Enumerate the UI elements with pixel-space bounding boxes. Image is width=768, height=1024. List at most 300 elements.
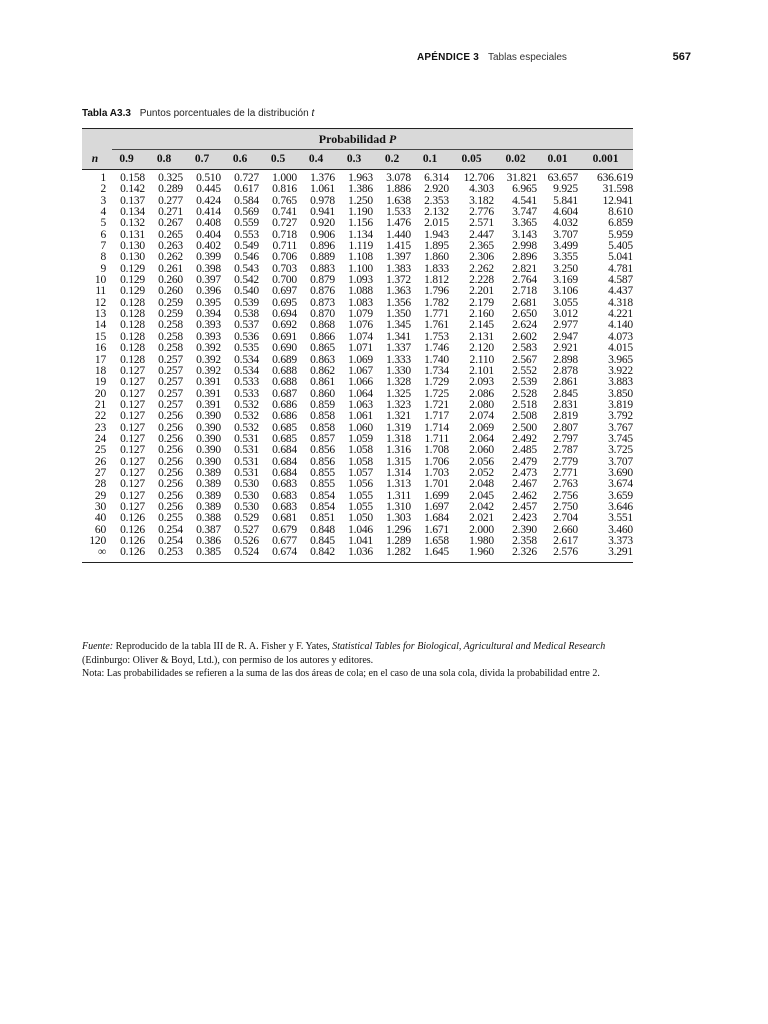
t-value-cell: 0.879 bbox=[310, 274, 335, 287]
t-value-cell: 12.941 bbox=[602, 194, 633, 207]
t-value-cell: 2.101 bbox=[469, 364, 494, 377]
t-value-cell: 0.260 bbox=[158, 285, 183, 298]
column-header-probability: 0.05 bbox=[461, 153, 482, 165]
t-value-cell: 1.376 bbox=[310, 172, 335, 184]
t-value-cell: 2.423 bbox=[512, 512, 537, 525]
t-value-cell: 0.538 bbox=[234, 308, 259, 321]
t-value-cell: 2.179 bbox=[469, 296, 494, 309]
t-value-cell: 0.129 bbox=[120, 274, 145, 287]
t-value-cell: 2.831 bbox=[553, 398, 578, 411]
degrees-of-freedom-cell: 21 bbox=[94, 398, 106, 411]
t-value-cell: 0.256 bbox=[158, 500, 183, 513]
t-value-cell: 0.856 bbox=[310, 444, 335, 457]
t-value-cell: 0.686 bbox=[272, 410, 297, 423]
t-value-cell: 8.610 bbox=[608, 206, 633, 219]
t-value-cell: 1.315 bbox=[386, 455, 411, 468]
probability-header-variable: P bbox=[388, 132, 397, 146]
t-value-cell: 1.311 bbox=[386, 489, 411, 502]
t-value-cell: 0.685 bbox=[272, 421, 297, 434]
t-value-cell: 0.920 bbox=[310, 217, 335, 230]
t-value-cell: 63.657 bbox=[547, 172, 578, 184]
t-value-cell: 1.721 bbox=[424, 398, 449, 411]
t-value-cell: 3.965 bbox=[608, 353, 633, 366]
degrees-of-freedom-cell: 29 bbox=[94, 489, 106, 502]
table-notes bbox=[82, 640, 642, 681]
t-value-cell: 1.697 bbox=[424, 500, 449, 513]
t-value-cell: 1.782 bbox=[424, 296, 449, 309]
t-value-cell: 0.868 bbox=[310, 319, 335, 332]
source-note bbox=[82, 640, 642, 667]
degrees-of-freedom-cell: 26 bbox=[94, 455, 106, 468]
t-value-cell: 0.870 bbox=[310, 308, 335, 321]
t-value-cell: 2.358 bbox=[512, 535, 537, 547]
degrees-of-freedom-cell: 9 bbox=[100, 262, 106, 275]
t-value-cell: 5.405 bbox=[608, 240, 633, 253]
t-value-cell: 2.571 bbox=[469, 217, 494, 230]
column-header-probability: 0.8 bbox=[156, 153, 172, 165]
t-value-cell: 0.258 bbox=[158, 330, 183, 343]
t-value-cell: 0.158 bbox=[120, 172, 145, 184]
t-value-cell: 0.389 bbox=[196, 500, 221, 513]
degrees-of-freedom-cell: 10 bbox=[94, 274, 106, 287]
table-row bbox=[82, 170, 633, 184]
t-value-cell: 2.447 bbox=[469, 228, 494, 241]
probability-group-header bbox=[82, 129, 633, 149]
t-value-cell: 0.854 bbox=[310, 489, 335, 502]
t-value-cell: 0.858 bbox=[310, 421, 335, 434]
t-value-cell: 4.437 bbox=[608, 285, 633, 298]
t-value-cell: 0.689 bbox=[272, 353, 297, 366]
t-value-cell: 2.807 bbox=[553, 421, 578, 434]
t-value-cell: 0.529 bbox=[234, 512, 259, 525]
table-row bbox=[82, 377, 633, 388]
t-value-cell: 0.127 bbox=[120, 376, 145, 389]
t-value-cell: 0.537 bbox=[234, 319, 259, 332]
t-value-cell: 0.865 bbox=[310, 342, 335, 355]
t-value-cell: 0.126 bbox=[120, 512, 145, 525]
t-value-cell: 3.659 bbox=[608, 489, 633, 502]
t-value-cell: 0.127 bbox=[120, 398, 145, 411]
t-value-cell: 3.055 bbox=[553, 296, 578, 309]
t-value-cell: 0.677 bbox=[272, 535, 297, 547]
column-header-probability: 0.1 bbox=[422, 153, 438, 165]
degrees-of-freedom-cell: 7 bbox=[100, 240, 106, 253]
t-value-cell: 0.857 bbox=[310, 432, 335, 445]
t-value-cell: 1.963 bbox=[348, 172, 373, 184]
t-value-cell: 0.388 bbox=[196, 512, 221, 525]
t-value-cell: 1.980 bbox=[469, 535, 494, 547]
t-value-cell: 2.048 bbox=[469, 478, 494, 491]
degrees-of-freedom-cell: 20 bbox=[94, 387, 106, 400]
t-value-cell: 1.093 bbox=[348, 274, 373, 287]
table-title-variable: t bbox=[311, 108, 315, 119]
t-value-cell: 0.392 bbox=[196, 353, 221, 366]
t-value-cell: 1.134 bbox=[348, 228, 373, 241]
appendix-title: Tablas especiales bbox=[488, 52, 567, 63]
t-value-cell: 0.543 bbox=[234, 262, 259, 275]
t-value-cell: 1.046 bbox=[348, 523, 373, 536]
t-value-cell: 1.960 bbox=[469, 546, 494, 559]
t-value-cell: 0.128 bbox=[120, 330, 145, 343]
t-value-cell: 6.859 bbox=[608, 217, 633, 230]
t-value-cell: 0.277 bbox=[158, 194, 183, 207]
t-value-cell: 2.539 bbox=[512, 376, 537, 389]
page-number: 567 bbox=[672, 51, 691, 63]
degrees-of-freedom-cell: 30 bbox=[94, 500, 106, 513]
column-header-probability: 0.7 bbox=[194, 153, 210, 165]
t-value-cell: 2.779 bbox=[553, 455, 578, 468]
t-value-cell: 1.771 bbox=[424, 308, 449, 321]
running-head bbox=[0, 52, 768, 66]
t-value-cell: 2.145 bbox=[469, 319, 494, 332]
t-value-cell: 3.012 bbox=[553, 308, 578, 321]
t-value-cell: 1.282 bbox=[386, 546, 411, 559]
t-value-cell: 1.796 bbox=[424, 285, 449, 298]
degrees-of-freedom-cell: 120 bbox=[89, 535, 106, 547]
t-value-cell: 0.540 bbox=[234, 285, 259, 298]
t-value-cell: 0.533 bbox=[234, 387, 259, 400]
t-value-cell: 2.074 bbox=[469, 410, 494, 423]
table-title: Puntos porcentuales de la distribución bbox=[139, 108, 309, 119]
t-value-cell: 0.530 bbox=[234, 478, 259, 491]
t-value-cell: 1.250 bbox=[348, 194, 373, 207]
t-value-cell: 0.542 bbox=[234, 274, 259, 287]
t-value-cell: 0.941 bbox=[310, 206, 335, 219]
degrees-of-freedom-cell: 28 bbox=[94, 478, 106, 491]
t-value-cell: 2.602 bbox=[512, 330, 537, 343]
t-value-cell: 0.127 bbox=[120, 489, 145, 502]
t-value-cell: 0.862 bbox=[310, 364, 335, 377]
column-header-probability: 0.5 bbox=[270, 153, 286, 165]
t-value-cell: 3.707 bbox=[608, 455, 633, 468]
t-value-cell: 2.776 bbox=[469, 206, 494, 219]
t-value-cell: 2.485 bbox=[512, 444, 537, 457]
t-value-cell: 2.479 bbox=[512, 455, 537, 468]
t-value-cell: 12.706 bbox=[463, 172, 494, 184]
degrees-of-freedom-cell: 12 bbox=[94, 296, 106, 309]
t-value-cell: 1.341 bbox=[386, 330, 411, 343]
t-value-cell: 2.326 bbox=[512, 546, 537, 559]
t-value-cell: 0.385 bbox=[196, 546, 221, 559]
t-value-cell: 0.262 bbox=[158, 251, 183, 264]
t-value-cell: 1.708 bbox=[424, 444, 449, 457]
t-value-cell: 0.855 bbox=[310, 466, 335, 479]
t-value-cell: 0.706 bbox=[272, 251, 297, 264]
t-value-cell: 0.325 bbox=[158, 172, 183, 184]
t-value-cell: 0.863 bbox=[310, 353, 335, 366]
t-value-cell: 0.390 bbox=[196, 410, 221, 423]
t-value-cell: 1.833 bbox=[424, 262, 449, 275]
t-value-cell: 1.058 bbox=[348, 455, 373, 468]
degrees-of-freedom-cell: 27 bbox=[94, 466, 106, 479]
degrees-of-freedom-cell: 18 bbox=[94, 364, 106, 377]
t-value-cell: 3.551 bbox=[608, 512, 633, 525]
t-value-cell: 2.467 bbox=[512, 478, 537, 491]
t-value-cell: 2.353 bbox=[424, 194, 449, 207]
t-value-cell: 1.067 bbox=[348, 364, 373, 377]
t-value-cell: 0.692 bbox=[272, 319, 297, 332]
column-header-probability: 0.02 bbox=[505, 153, 526, 165]
t-value-cell: 1.041 bbox=[348, 535, 373, 547]
degrees-of-freedom-cell: 19 bbox=[94, 376, 106, 389]
t-value-cell: 2.861 bbox=[553, 376, 578, 389]
t-value-cell: 2.718 bbox=[512, 285, 537, 298]
t-value-cell: 636.619 bbox=[597, 172, 633, 184]
t-value-cell: 6.965 bbox=[512, 183, 537, 196]
t-value-cell: 2.021 bbox=[469, 512, 494, 525]
t-value-cell: 1.415 bbox=[386, 240, 411, 253]
t-value-cell: 0.128 bbox=[120, 296, 145, 309]
t-value-cell: 3.169 bbox=[553, 274, 578, 287]
t-value-cell: 0.683 bbox=[272, 489, 297, 502]
t-value-cell: 1.812 bbox=[424, 274, 449, 287]
t-value-cell: 0.142 bbox=[120, 183, 145, 196]
t-value-cell: 0.531 bbox=[234, 466, 259, 479]
t-value-cell: 0.127 bbox=[120, 478, 145, 491]
table-bottom-rule bbox=[82, 562, 633, 563]
t-value-cell: 1.289 bbox=[386, 535, 411, 547]
t-value-cell: 2.920 bbox=[424, 183, 449, 196]
t-value-cell: 0.851 bbox=[310, 512, 335, 525]
t-value-cell: 1.318 bbox=[386, 432, 411, 445]
t-value-cell: 1.706 bbox=[424, 455, 449, 468]
t-value-cell: 2.365 bbox=[469, 240, 494, 253]
t-value-cell: 0.530 bbox=[234, 500, 259, 513]
t-value-cell: 0.683 bbox=[272, 500, 297, 513]
t-value-cell: 0.978 bbox=[310, 194, 335, 207]
degrees-of-freedom-cell: 23 bbox=[94, 421, 106, 434]
t-value-cell: 3.690 bbox=[608, 466, 633, 479]
t-value-cell: 3.767 bbox=[608, 421, 633, 434]
t-value-cell: 0.703 bbox=[272, 262, 297, 275]
t-value-cell: 2.093 bbox=[469, 376, 494, 389]
t-value-cell: 1.701 bbox=[424, 478, 449, 491]
t-value-cell: 0.533 bbox=[234, 376, 259, 389]
t-value-cell: 1.069 bbox=[348, 353, 373, 366]
t-distribution-table bbox=[82, 128, 633, 563]
probability-note: Nota: Las probabilidades se refieren a la suma de las dos áreas de cola; en el caso de una sola cola, divida la probabilidad entre 2. bbox=[82, 668, 600, 679]
t-value-cell: 0.402 bbox=[196, 240, 221, 253]
t-value-cell: 1.100 bbox=[348, 262, 373, 275]
t-value-cell: 1.000 bbox=[272, 172, 297, 184]
t-value-cell: 0.414 bbox=[196, 206, 221, 219]
t-value-cell: 0.391 bbox=[196, 387, 221, 400]
t-value-cell: 31.598 bbox=[602, 183, 633, 196]
t-value-cell: 3.373 bbox=[608, 535, 633, 547]
t-value-cell: 0.866 bbox=[310, 330, 335, 343]
t-value-cell: 0.257 bbox=[158, 387, 183, 400]
t-value-cell: 0.129 bbox=[120, 262, 145, 275]
t-value-cell: 0.854 bbox=[310, 500, 335, 513]
t-value-cell: 2.500 bbox=[512, 421, 537, 434]
degrees-of-freedom-cell: ∞ bbox=[98, 546, 106, 559]
t-value-cell: 0.126 bbox=[120, 546, 145, 559]
t-value-cell: 0.256 bbox=[158, 410, 183, 423]
t-value-cell: 0.390 bbox=[196, 444, 221, 457]
t-value-cell: 0.617 bbox=[234, 183, 259, 196]
t-value-cell: 0.267 bbox=[158, 217, 183, 230]
t-value-cell: 0.694 bbox=[272, 308, 297, 321]
t-value-cell: 2.056 bbox=[469, 455, 494, 468]
t-value-cell: 0.265 bbox=[158, 228, 183, 241]
t-value-cell: 31.821 bbox=[506, 172, 537, 184]
t-value-cell: 2.845 bbox=[553, 387, 578, 400]
t-value-cell: 0.256 bbox=[158, 444, 183, 457]
t-value-cell: 0.127 bbox=[120, 444, 145, 457]
t-value-cell: 3.745 bbox=[608, 432, 633, 445]
t-value-cell: 1.066 bbox=[348, 376, 373, 389]
degrees-of-freedom-cell: 6 bbox=[100, 228, 106, 241]
t-value-cell: 2.797 bbox=[553, 432, 578, 445]
t-value-cell: 0.256 bbox=[158, 478, 183, 491]
t-value-cell: 1.323 bbox=[386, 398, 411, 411]
t-value-cell: 1.108 bbox=[348, 251, 373, 264]
t-value-cell: 2.492 bbox=[512, 432, 537, 445]
t-value-cell: 0.859 bbox=[310, 398, 335, 411]
t-value-cell: 3.850 bbox=[608, 387, 633, 400]
t-value-cell: 2.228 bbox=[469, 274, 494, 287]
table-row bbox=[82, 411, 633, 422]
t-value-cell: 0.424 bbox=[196, 194, 221, 207]
t-value-cell: 0.386 bbox=[196, 535, 221, 547]
t-value-cell: 3.460 bbox=[608, 523, 633, 536]
t-value-cell: 0.389 bbox=[196, 489, 221, 502]
t-value-cell: 0.674 bbox=[272, 546, 297, 559]
t-value-cell: 0.263 bbox=[158, 240, 183, 253]
t-value-cell: 2.819 bbox=[553, 410, 578, 423]
t-value-cell: 2.052 bbox=[469, 466, 494, 479]
t-value-cell: 1.060 bbox=[348, 421, 373, 434]
t-value-cell: 0.546 bbox=[234, 251, 259, 264]
t-value-cell: 2.042 bbox=[469, 500, 494, 513]
t-value-cell: 0.553 bbox=[234, 228, 259, 241]
t-value-cell: 2.650 bbox=[512, 308, 537, 321]
t-value-cell: 5.041 bbox=[608, 251, 633, 264]
t-value-cell: 0.387 bbox=[196, 523, 221, 536]
t-value-cell: 0.531 bbox=[234, 432, 259, 445]
t-value-cell: 0.390 bbox=[196, 455, 221, 468]
t-value-cell: 2.462 bbox=[512, 489, 537, 502]
t-value-cell: 0.765 bbox=[272, 194, 297, 207]
t-value-cell: 1.064 bbox=[348, 387, 373, 400]
t-value-cell: 5.959 bbox=[608, 228, 633, 241]
source-text-1: Reproducido de la tabla III de R. A. Fisher y F. Yates, bbox=[115, 641, 330, 652]
t-value-cell: 0.395 bbox=[196, 296, 221, 309]
degrees-of-freedom-cell: 11 bbox=[95, 285, 106, 298]
t-value-cell: 2.583 bbox=[512, 342, 537, 355]
table-label: Tabla A3.3 bbox=[82, 108, 131, 119]
t-value-cell: 0.127 bbox=[120, 466, 145, 479]
t-value-cell: 0.855 bbox=[310, 478, 335, 491]
t-value-cell: 0.130 bbox=[120, 251, 145, 264]
t-value-cell: 2.069 bbox=[469, 421, 494, 434]
t-value-cell: 0.258 bbox=[158, 342, 183, 355]
t-value-cell: 0.392 bbox=[196, 364, 221, 377]
t-value-cell: 3.291 bbox=[608, 546, 633, 559]
t-value-cell: 1.330 bbox=[386, 364, 411, 377]
t-value-cell: 0.128 bbox=[120, 319, 145, 332]
t-value-cell: 0.858 bbox=[310, 410, 335, 423]
t-value-cell: 1.895 bbox=[424, 240, 449, 253]
t-value-cell: 0.398 bbox=[196, 262, 221, 275]
t-value-cell: 1.729 bbox=[424, 376, 449, 389]
degrees-of-freedom-cell: 15 bbox=[94, 330, 106, 343]
t-value-cell: 2.998 bbox=[512, 240, 537, 253]
t-value-cell: 1.943 bbox=[424, 228, 449, 241]
t-value-cell: 0.257 bbox=[158, 364, 183, 377]
degrees-of-freedom-cell: 24 bbox=[94, 432, 106, 445]
t-value-cell: 0.130 bbox=[120, 240, 145, 253]
t-value-cell: 0.532 bbox=[234, 398, 259, 411]
t-value-cell: 0.681 bbox=[272, 512, 297, 525]
t-value-cell: 1.725 bbox=[424, 387, 449, 400]
t-value-cell: 0.889 bbox=[310, 251, 335, 264]
t-value-cell: 1.303 bbox=[386, 512, 411, 525]
t-value-cell: 1.350 bbox=[386, 308, 411, 321]
t-value-cell: 0.711 bbox=[272, 240, 297, 253]
t-value-cell: 0.408 bbox=[196, 217, 221, 230]
t-value-cell: 2.763 bbox=[553, 478, 578, 491]
t-value-cell: 2.508 bbox=[512, 410, 537, 423]
t-value-cell: 0.128 bbox=[120, 353, 145, 366]
t-value-cell: 4.318 bbox=[608, 296, 633, 309]
t-value-cell: 0.256 bbox=[158, 432, 183, 445]
t-value-cell: 2.045 bbox=[469, 489, 494, 502]
t-value-cell: 1.734 bbox=[424, 364, 449, 377]
t-value-cell: 1.296 bbox=[386, 523, 411, 536]
t-value-cell: 0.526 bbox=[234, 535, 259, 547]
t-value-cell: 3.819 bbox=[608, 398, 633, 411]
t-value-cell: 0.257 bbox=[158, 376, 183, 389]
t-value-cell: 0.842 bbox=[310, 546, 335, 559]
t-value-cell: 0.718 bbox=[272, 228, 297, 241]
t-value-cell: 0.532 bbox=[234, 421, 259, 434]
t-value-cell: 3.365 bbox=[512, 217, 537, 230]
t-value-cell: 3.078 bbox=[386, 172, 411, 184]
t-value-cell: 0.861 bbox=[310, 376, 335, 389]
t-value-cell: 1.356 bbox=[386, 296, 411, 309]
t-value-cell: 2.567 bbox=[512, 353, 537, 366]
t-value-cell: 1.083 bbox=[348, 296, 373, 309]
t-value-cell: 0.255 bbox=[158, 512, 183, 525]
t-value-cell: 0.816 bbox=[272, 183, 297, 196]
t-value-cell: 0.256 bbox=[158, 455, 183, 468]
t-value-cell: 0.390 bbox=[196, 421, 221, 434]
t-value-cell: 1.717 bbox=[424, 410, 449, 423]
degrees-of-freedom-cell: 1 bbox=[100, 172, 106, 184]
t-value-cell: 0.127 bbox=[120, 455, 145, 468]
t-value-cell: 1.746 bbox=[424, 342, 449, 355]
t-value-cell: 6.314 bbox=[424, 172, 449, 184]
t-value-cell: 2.160 bbox=[469, 308, 494, 321]
t-value-cell: 0.127 bbox=[120, 500, 145, 513]
t-value-cell: 1.036 bbox=[348, 546, 373, 559]
t-value-cell: 1.321 bbox=[386, 410, 411, 423]
t-value-cell: 0.524 bbox=[234, 546, 259, 559]
t-value-cell: 2.110 bbox=[469, 353, 494, 366]
t-value-cell: 1.671 bbox=[424, 523, 449, 536]
t-value-cell: 3.883 bbox=[608, 376, 633, 389]
degrees-of-freedom-cell: 3 bbox=[100, 194, 106, 207]
t-value-cell: 1.397 bbox=[386, 251, 411, 264]
t-value-cell: 2.921 bbox=[553, 342, 578, 355]
t-value-cell: 1.711 bbox=[424, 432, 449, 445]
t-value-cell: 1.440 bbox=[386, 228, 411, 241]
t-value-cell: 0.397 bbox=[196, 274, 221, 287]
degrees-of-freedom-cell: 22 bbox=[94, 410, 106, 423]
t-value-cell: 2.896 bbox=[512, 251, 537, 264]
t-value-cell: 0.393 bbox=[196, 330, 221, 343]
